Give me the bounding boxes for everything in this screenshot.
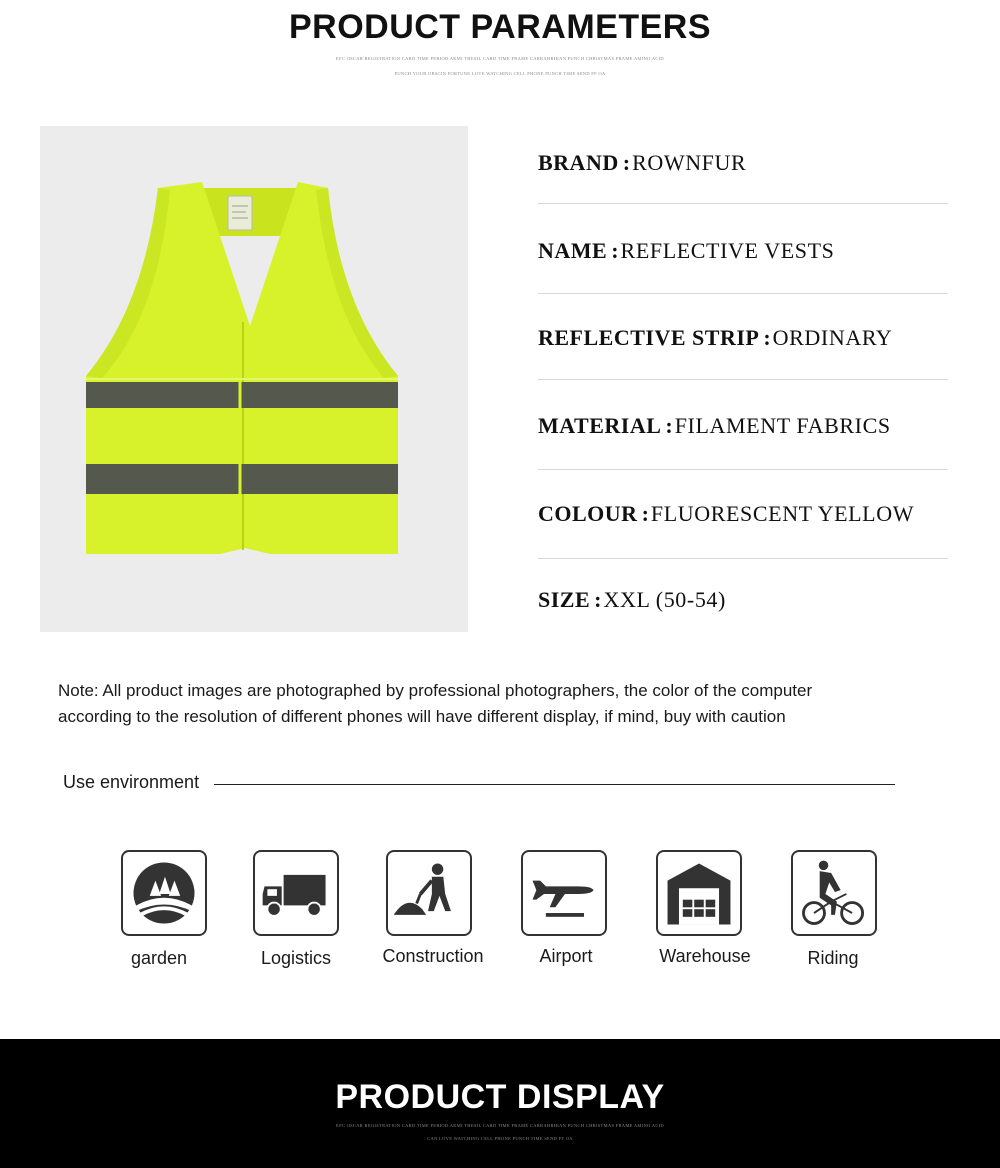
cyclist-icon <box>791 850 877 936</box>
product-image <box>40 126 468 632</box>
warehouse-icon <box>656 850 742 936</box>
param-key: SIZE <box>538 587 591 612</box>
truck-icon <box>253 850 339 936</box>
param-value: REFLECTIVE VESTS <box>620 238 835 263</box>
page-title: PRODUCT PARAMETERS <box>288 8 712 46</box>
note <box>58 678 958 730</box>
param-reflective-strip: REFLECTIVE STRIP :ORDINARY <box>538 325 893 350</box>
divider <box>538 558 948 559</box>
env-label-riding: Riding <box>807 948 859 968</box>
param-value: ORDINARY <box>772 325 893 350</box>
header-tagline: EFC OSCAR REGISTRATION CARD TIME PERIOD AKMI THESIL CARD TIME FRAME CARRAHRHIAN PUNCH CHRISTMAS FRAME AMINO ACID <box>336 56 664 61</box>
param-value: FILAMENT FABRICS <box>674 413 891 438</box>
param-brand: BRAND :ROWNFUR <box>538 150 747 175</box>
param-material: MATERIAL :FILAMENT FABRICS <box>538 413 891 438</box>
footer-tagline-secondary: CAN LOVE WATCHING CELL PHONE PUNCH TIME SEND FF OA <box>427 1136 573 1141</box>
airplane-icon <box>521 850 607 936</box>
param-value: ROWNFUR <box>632 150 747 175</box>
param-key: REFLECTIVE STRIP <box>538 325 760 350</box>
use-environment-rule <box>214 784 895 785</box>
param-name: NAME :REFLECTIVE VESTS <box>538 238 835 263</box>
divider <box>538 203 948 204</box>
header-tagline-secondary: PUNCH YOUR OBSCIN FORTUNE LOVE WATCHING CELL PHONE PUNCH TIME SEND FF OA <box>394 71 606 76</box>
param-key: NAME <box>538 238 608 263</box>
env-label-logistics: Logistics <box>260 948 332 968</box>
param-size: SIZE :XXL (50-54) <box>538 587 726 612</box>
divider <box>538 379 948 380</box>
param-key: MATERIAL <box>538 413 662 438</box>
note-line: Note: All product images are photographed by professional photographers, the color of the computer <box>58 681 813 700</box>
vest-illustration <box>40 126 468 632</box>
param-value: XXL (50-54) <box>603 587 726 612</box>
garden-icon <box>121 850 207 936</box>
param-value: FLUORESCENT YELLOW <box>650 501 915 526</box>
footer-tagline: EFC OSCAR REGISTRATION CARD TIME PERIOD AKMI THESIL CARD TIME FRAME CARRAHRHIAN PUNCH CHRISTMAS FRAME AMINO ACID <box>336 1123 664 1128</box>
footer-title: PRODUCT DISPLAY <box>335 1078 665 1116</box>
env-label-warehouse: Warehouse <box>659 946 751 966</box>
param-key: COLOUR <box>538 501 638 526</box>
env-label-construction: Construction <box>382 946 484 966</box>
use-environment-label: Use environment <box>63 772 200 792</box>
divider <box>538 469 948 470</box>
env-label-airport: Airport <box>539 946 593 966</box>
divider <box>538 293 948 294</box>
param-key: BRAND <box>538 150 619 175</box>
env-label-garden: garden <box>130 948 188 968</box>
construction-worker-icon <box>386 850 472 936</box>
note-line: according to the resolution of different phones will have different display, if mind, buy with caution <box>58 707 786 726</box>
param-colour: COLOUR :FLUORESCENT YELLOW <box>538 501 915 526</box>
